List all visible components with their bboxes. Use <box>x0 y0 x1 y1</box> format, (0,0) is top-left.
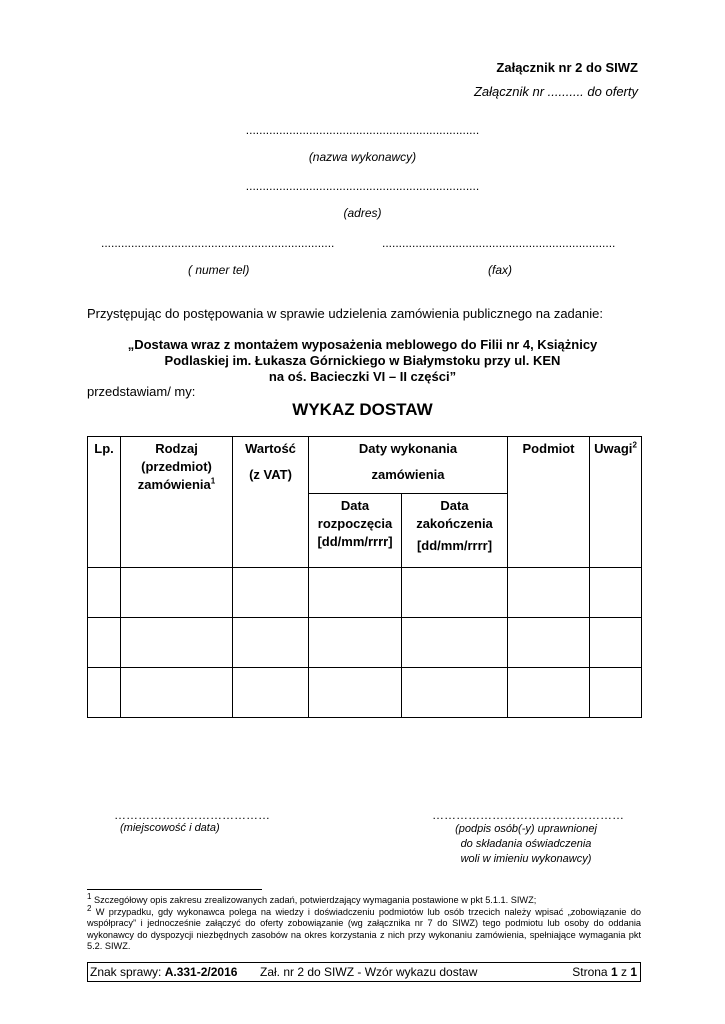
col-end-line: zakończenia <box>416 516 493 531</box>
contractor-name-label: (nazwa wykonawcy) <box>308 150 417 164</box>
footnotes <box>87 891 641 953</box>
attachment-offer-label: Załącznik nr .......... do oferty <box>473 84 638 99</box>
case-reference <box>90 965 237 979</box>
table-cell <box>309 568 402 618</box>
table-cell <box>508 618 590 668</box>
case-number: A.331-2/2016 <box>164 965 238 979</box>
col-lp-header <box>88 437 121 568</box>
col-end-line: Data <box>440 498 469 513</box>
footnote-mark: 1 <box>87 891 92 901</box>
table-cell <box>233 568 309 618</box>
case-label: Znak sprawy: <box>90 965 162 979</box>
table-cell <box>590 668 642 718</box>
footnote-text: Szczegółowy opis zakresu zrealizowanych zadań, potwierdzający wymagania postawione w pkt 5.1.1. SIWZ; <box>94 895 537 905</box>
page-footer <box>87 962 641 982</box>
attachment-siwz-label: Załącznik nr 2 do SIWZ <box>496 60 638 75</box>
col-start-line: Data <box>340 498 370 513</box>
page-total: 1 <box>630 965 637 979</box>
presenting-text: przedstawiam/ my: <box>87 384 196 399</box>
deliveries-table <box>87 436 642 718</box>
table-cell <box>121 568 233 618</box>
document-title: WYKAZ DOSTAW <box>292 400 433 419</box>
col-end-header <box>402 494 508 568</box>
fax-dots: ...................................................................... <box>382 236 616 250</box>
footnote-text: W przypadku, gdy wykonawca polega na wiedzy i doświadczeniu podmiotów lub osób trzecich należy wpisać „zobowiązanie do współpracy” i jednocześnie załączyć do oferty zobowiązanie (wg załącznika nr 7 do SIWZ) tego podmiotu lub osoby do oddania wykonawcy do dyspozycji niezbędnych zasobów na okres korzystania z nich przy wykonaniu zamówienia, spełniające wymagania pkt 5.2. SIWZ. <box>87 906 641 951</box>
phone-label: ( numer tel) <box>188 263 250 277</box>
col-dates-line: Daty wykonania <box>358 441 458 456</box>
task-title <box>0 337 725 385</box>
table-cell <box>402 668 508 718</box>
signature-label-line: woli w imieniu wykonawcy) <box>460 853 592 865</box>
col-type-line: zamówienia <box>137 477 211 492</box>
col-entity-label: Podmiot <box>522 441 575 456</box>
table-cell <box>121 618 233 668</box>
table-cell <box>233 668 309 718</box>
page-word: Strona <box>572 965 608 979</box>
footnote-1 <box>87 891 641 907</box>
footnote-ref-2: 2 <box>632 440 637 450</box>
table-cell <box>121 668 233 718</box>
footnote-separator <box>87 889 262 890</box>
contractor-address-label: (adres) <box>343 206 382 220</box>
col-value-header <box>233 437 309 568</box>
task-title-line: na oś. Bacieczki VI – II części” <box>268 369 457 384</box>
signature-label-line: do składania oświadczenia <box>460 838 592 850</box>
col-notes-label: Uwagi <box>594 441 633 456</box>
phone-dots: ...................................................................... <box>101 236 335 250</box>
col-notes-header <box>590 437 642 568</box>
table-cell <box>508 668 590 718</box>
task-title-line: „Dostawa wraz z montażem wyposażenia meblowego do Filii nr 4, Książnicy <box>127 337 598 352</box>
footer-description: Zał. nr 2 do SIWZ - Wzór wykazu dostaw <box>260 965 478 979</box>
table-cell <box>590 568 642 618</box>
col-value-line: Wartość <box>245 441 296 456</box>
col-start-header <box>309 494 402 568</box>
table-cell <box>508 568 590 618</box>
signature-label-line: (podpis osób(-y) uprawnionej <box>455 823 597 835</box>
contractor-address-dots: ...................................................................... <box>245 179 480 193</box>
place-date-label: (miejscowość i data) <box>120 822 220 834</box>
table-cell <box>88 668 121 718</box>
table-row <box>88 668 642 718</box>
table-cell <box>88 568 121 618</box>
page-number <box>572 965 637 979</box>
footnote-2 <box>87 903 641 953</box>
signature-dots: ………………………………………… <box>432 808 624 822</box>
table-cell <box>402 618 508 668</box>
place-date-dots: ………………………………… <box>114 808 270 822</box>
col-type-header <box>121 437 233 568</box>
col-value-line: (z VAT) <box>249 467 292 482</box>
table-cell <box>402 568 508 618</box>
table-row <box>88 618 642 668</box>
table-cell <box>88 618 121 668</box>
col-end-line: [dd/mm/rrrr] <box>416 538 493 553</box>
table-cell <box>309 618 402 668</box>
table-cell <box>590 618 642 668</box>
intro-text: Przystępując do postępowania w sprawie udzielenia zamówienia publicznego na zadanie: <box>87 306 603 321</box>
footnote-ref-1: 1 <box>210 476 216 486</box>
signature-label <box>436 822 616 867</box>
task-title-line: Podlaskiej im. Łukasza Górnickiego w Białymstoku przy ul. KEN <box>164 353 561 368</box>
fax-label: (fax) <box>488 263 512 277</box>
table-cell <box>233 618 309 668</box>
col-type-line: Rodzaj <box>155 441 198 456</box>
col-type-line: (przedmiot) <box>141 459 212 474</box>
table-cell <box>309 668 402 718</box>
col-start-line: [dd/mm/rrrr] <box>317 534 393 549</box>
page-of: z <box>620 965 627 979</box>
col-entity-header <box>508 437 590 568</box>
col-dates-header <box>309 437 508 494</box>
col-dates-line: zamówienia <box>371 467 445 482</box>
footnote-mark: 2 <box>87 903 92 913</box>
page-current: 1 <box>610 965 618 979</box>
col-start-line: rozpoczęcia <box>317 516 393 531</box>
table-row <box>88 568 642 618</box>
col-lp-label: Lp. <box>94 441 114 456</box>
contractor-name-dots: ...................................................................... <box>245 123 480 137</box>
